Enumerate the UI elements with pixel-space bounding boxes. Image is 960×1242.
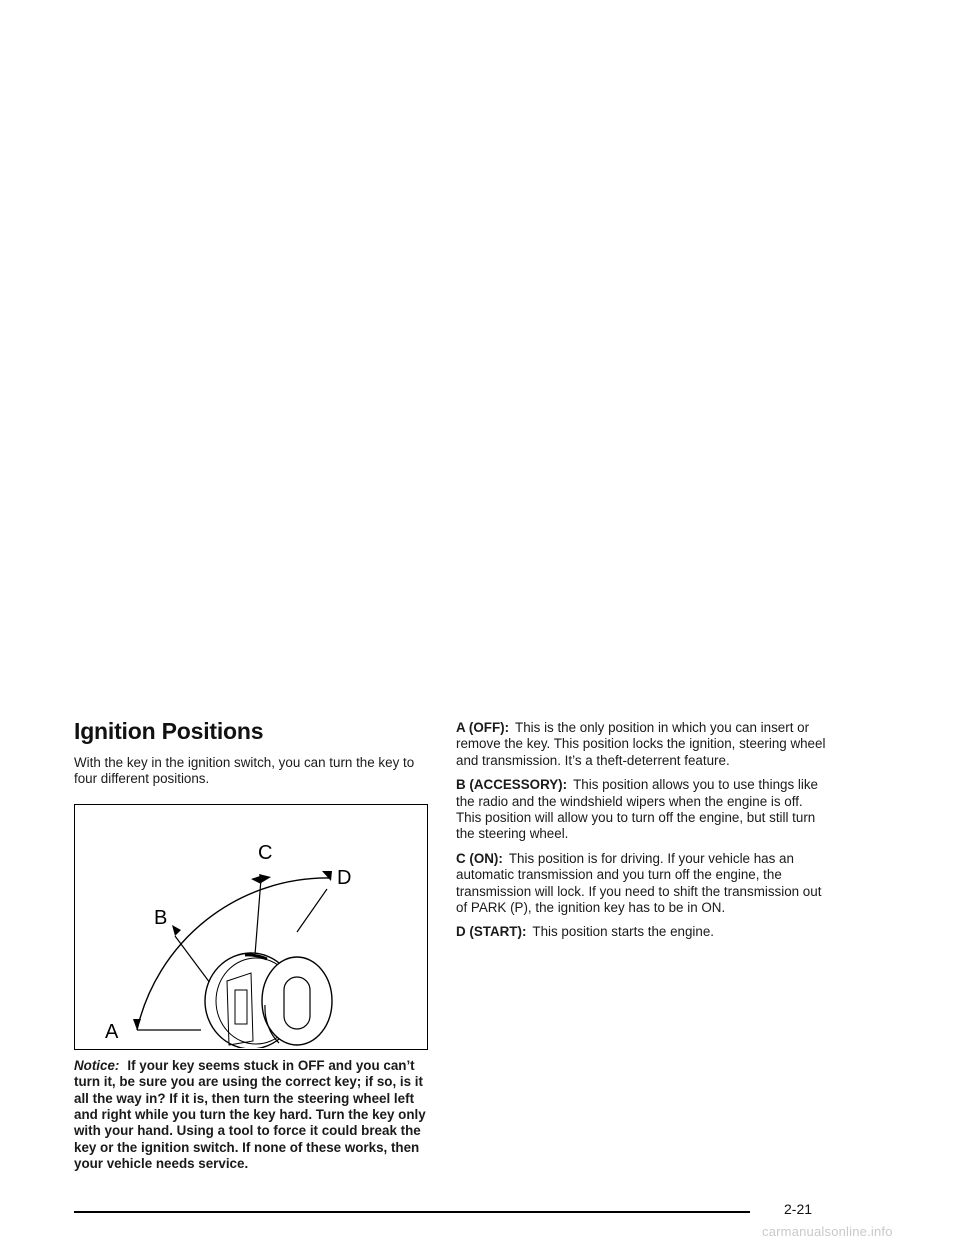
definition-start <box>456 924 830 940</box>
left-column <box>74 718 432 1173</box>
definition-off <box>456 720 830 769</box>
leader-line-d <box>297 889 327 932</box>
watermark: carmanualsonline.info <box>762 1224 893 1239</box>
definition-on <box>456 851 830 917</box>
definition-accessory <box>456 777 830 843</box>
page-number: 2-21 <box>784 1201 813 1217</box>
term-on: C (ON): <box>456 850 503 866</box>
notice-label: Notice: <box>74 1057 120 1073</box>
definition-start-text: This position starts the engine. <box>532 924 715 940</box>
term-start: D (START): <box>456 924 527 940</box>
intro-paragraph: With the key in the ignition switch, you can turn the key to four different positions. <box>74 755 415 787</box>
arrowhead-b-icon <box>172 925 181 936</box>
section-title: Ignition Positions <box>74 718 264 744</box>
footer-rule <box>74 1211 750 1213</box>
position-label-c: C <box>258 841 273 864</box>
term-accessory: B (ACCESSORY): <box>456 777 568 793</box>
position-label-a: A <box>105 1020 119 1043</box>
definition-on-text: This position is for driving. If your vehicle has an automatic transmission and you turn off the engine, the transmission will lock. If you need to shift the transmission out of PARK (P), the ignition key has to be in ON. <box>456 850 822 916</box>
arrowhead-a-icon <box>133 1019 141 1030</box>
position-label-b: B <box>154 906 168 929</box>
arrowhead-d-icon <box>322 871 332 881</box>
ignition-diagram <box>74 804 428 1050</box>
definition-off-text: This is the only position in which you can insert or remove the key. This position locks the ignition, steering wheel and transmission. It’s a theft-deterrent feature. <box>456 720 826 768</box>
notice-paragraph <box>74 1058 432 1173</box>
term-off: A (OFF): <box>456 720 510 735</box>
notice-text: If your key seems stuck in OFF and you can’t turn it, be sure you are using the correct key; if so, is it all the way in? If it is, then turn the steering wheel left and right while you turn the key hard. Turn the key only with your hand. Using a tool to force it could break the key or the ignition switch. If none of these works, then your vehicle needs service. <box>74 1057 426 1172</box>
position-label-d: D <box>337 866 352 889</box>
definition-accessory-text: This position allows you to use things like the radio and the windshield wipers when the engine is off. This position will allow you to turn off the engine, but still turn the steering wheel. <box>456 777 818 842</box>
key-head <box>262 957 332 1045</box>
right-column <box>456 720 830 949</box>
ignition-switch-illustration <box>75 805 426 1048</box>
